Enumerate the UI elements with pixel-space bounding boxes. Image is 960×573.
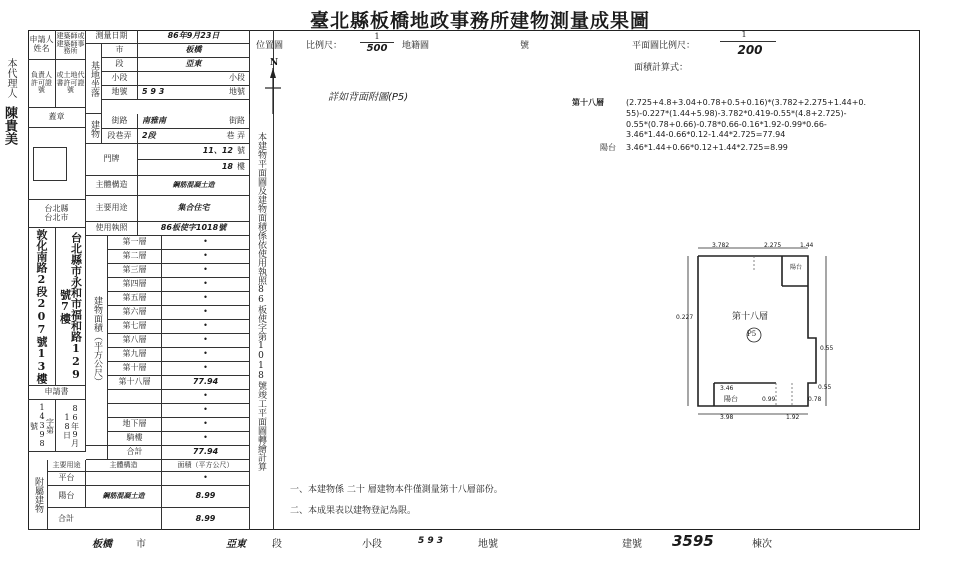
balcony-calc-label: 陽台	[600, 143, 616, 152]
area-label-cell	[86, 236, 108, 446]
total-value: 77.94	[162, 446, 250, 460]
dim-label: 0.78	[808, 396, 822, 403]
footer-city-label: 市	[136, 539, 146, 550]
location-map-label: 位置圖	[256, 41, 284, 51]
number-label: 號	[520, 41, 530, 51]
footer-sequence-label: 棟次	[752, 539, 772, 550]
floor-area-value: •	[162, 404, 250, 418]
formula-line: 55)-0.227*(1.44+5.98)-3.782*0.419-0.55*(4.8+2.725)-	[626, 108, 847, 118]
floor-area-value: •	[162, 334, 250, 348]
formula-line: (2.725+4.8+3.04+0.78+0.5+0.16)*(3.782+2.275+1.44+0.	[626, 98, 867, 107]
floor-value: 18	[221, 162, 233, 172]
floor-name: 第一層	[108, 236, 162, 250]
seal-area	[28, 128, 86, 200]
formula-line: 0.55*(0.78+0.66)-0.78*0.66-0.16*1.92-0.99*0.66-	[626, 119, 827, 129]
floor-name	[108, 404, 162, 418]
note-line: 一、本建物係 二十 層建物本件僅測量第十八層部份。	[290, 485, 503, 495]
floor-suffix: 樓	[237, 162, 245, 172]
street-cell	[138, 114, 250, 129]
footer-subsection-label: 小段	[362, 539, 382, 550]
floor-name: 第二層	[108, 250, 162, 264]
license-value: 86板使字1018號	[138, 222, 250, 236]
floor-name	[108, 390, 162, 404]
floor-area-value: •	[162, 362, 250, 376]
area-label: 建物面積（平方公尺）	[92, 295, 102, 386]
door-label: 門牌	[86, 144, 138, 176]
attached-use: 陽台	[48, 486, 86, 508]
building-label: 建物	[89, 119, 99, 138]
building-owner-label: 建築師或建築師事務所	[56, 30, 86, 60]
floor-name: 地下層	[108, 418, 162, 432]
scale-label: 比例尺：	[306, 41, 343, 51]
footer-lot-label: 地號	[478, 539, 498, 550]
footer-section-label: 段	[272, 539, 282, 550]
floor-name: 騎樓	[108, 432, 162, 446]
plan-room-code: P5	[747, 330, 757, 338]
dim-label: 2.275	[764, 242, 782, 249]
lot-value: 5 9 3	[142, 87, 165, 97]
scale-den: 500	[366, 43, 388, 54]
floor18-calc-label: 第十八層	[572, 98, 604, 107]
floor-scale-label: 平面圖比例尺：	[632, 41, 696, 51]
address-column-2	[56, 228, 86, 386]
lot-cell	[138, 86, 250, 100]
subsection-label: 小段	[102, 72, 138, 86]
attached-structure: 鋼筋混凝土造	[86, 486, 162, 508]
dim-label: 0.99	[762, 396, 776, 403]
structure-value: 鋼筋混凝土造	[138, 176, 250, 196]
address-column-1	[28, 228, 56, 386]
dim-label: 3.46	[720, 385, 734, 392]
footer-building-no-label: 建號	[622, 539, 642, 550]
attached-header-structure: 主體構造	[86, 460, 162, 472]
floor-scale-num: 1	[741, 30, 747, 39]
floor-scale-bar	[720, 41, 776, 42]
floor18-formula-block	[626, 98, 866, 141]
floor-name: 第三層	[108, 264, 162, 278]
lane-label: 段巷弄	[102, 129, 138, 144]
street-suffix: 街路	[229, 115, 245, 125]
usage-value: 集合住宅	[138, 196, 250, 222]
applicant-address	[28, 200, 86, 228]
floor-name: 第十八層	[108, 376, 162, 390]
total-spacer	[86, 446, 108, 460]
dim-label: 1.92	[786, 414, 800, 421]
floor-area-value: •	[162, 432, 250, 446]
floor-area-value: •	[162, 250, 250, 264]
floor-name: 第八層	[108, 334, 162, 348]
city-value: 板橋	[138, 44, 250, 58]
attached-header-use: 主要用途	[48, 460, 86, 472]
attached-area: 8.99	[162, 486, 250, 508]
spacer	[86, 100, 102, 114]
attached-structure	[86, 472, 162, 486]
agent-label: 本代理人	[5, 58, 16, 98]
attached-label-cell	[28, 460, 48, 530]
street-label: 街路	[102, 114, 138, 129]
footer-section-value: 亞東	[226, 539, 246, 550]
seal-stamp	[33, 147, 67, 181]
dim-label: 0.227	[676, 314, 694, 321]
section-label: 段	[102, 58, 138, 72]
city-label: 市	[102, 44, 138, 58]
floor-scale-den: 200	[737, 43, 763, 57]
floor-name: 第四層	[108, 278, 162, 292]
floor-area-value: •	[162, 264, 250, 278]
applicant-signature-label: 負責人許可證號	[28, 60, 56, 108]
floor-name: 第五層	[108, 292, 162, 306]
attached-area: •	[162, 472, 250, 486]
address-vertical: 台北縣市永和市福和路129號7樓	[58, 232, 83, 381]
area-calc-label: 面積計算式：	[634, 63, 689, 73]
license-label: 使用執照	[86, 222, 138, 236]
dim-label: 3.98	[720, 414, 734, 421]
dim-label: 0.55	[820, 345, 834, 352]
attached-use: 平台	[48, 472, 86, 486]
structure-label: 主體構造	[86, 176, 138, 196]
floor-area-value: •	[162, 278, 250, 292]
lane-cell	[138, 129, 250, 144]
document-title: 臺北縣板橋地政事務所建物測量成果圖	[309, 10, 650, 32]
detail-note: 詳如背面附圖(P5)	[328, 92, 409, 103]
plan-balcony-label: 陽台	[724, 395, 738, 403]
usage-label: 主要用途	[86, 196, 138, 222]
building-data-table	[28, 30, 250, 530]
plan-small-label: 陽台	[790, 264, 803, 271]
vertical-note: 本建物平面圖及建物面積係依使用執照86板使字第1018號竣工平面圖轉繪計算	[256, 132, 266, 471]
application-number: 字第14398號	[29, 403, 55, 448]
floor-name: 第十層	[108, 362, 162, 376]
dim-label: 1.44	[800, 242, 814, 249]
attached-total-value: 8.99	[162, 508, 250, 530]
survey-date-label: 測量日期	[86, 30, 138, 44]
address-line: 台北市	[44, 212, 69, 222]
floor-cell	[138, 160, 250, 176]
section-value: 亞東	[138, 58, 250, 72]
note-line: 二、本成果表以建物登記為限。	[290, 506, 417, 516]
registration-label: 或土地代書許可證號	[56, 60, 86, 108]
survey-date-value: 86年9月23日	[138, 30, 250, 44]
lot-suffix: 地號	[229, 87, 245, 97]
application-date-cell	[56, 400, 86, 452]
applicant-name-label: 申請人姓名	[28, 30, 56, 60]
attached-label: 附屬建物	[33, 476, 43, 513]
street-value: 南雅南	[142, 115, 166, 125]
door-number: 11、12	[202, 146, 233, 156]
lane-suffix: 巷 弄	[226, 130, 245, 140]
door-suffix: 號	[237, 146, 245, 156]
seal-label: 蓋章	[28, 108, 86, 128]
total-label: 合計	[108, 446, 162, 460]
scale-num: 1	[374, 32, 380, 41]
attached-header-area: 面積（平方公尺）	[162, 460, 250, 472]
application-date: 86年9月18日	[62, 404, 80, 447]
dim-label: 3.782	[712, 242, 730, 249]
north-arrow-icon	[262, 66, 284, 116]
address-vertical-2: 敦化南路2段207號13樓	[35, 229, 48, 384]
floor-area-value: •	[162, 292, 250, 306]
formula-line: 3.46*1.44-0.66*0.12-1.44*2.725=77.94	[626, 130, 786, 140]
floor-area-value: •	[162, 348, 250, 362]
footer-building-no-value: 3595	[672, 532, 714, 550]
footer-city-value: 板橋	[92, 539, 112, 550]
lot-label: 地號	[102, 86, 138, 100]
north-label: N	[270, 58, 279, 68]
floor-area-value: •	[162, 236, 250, 250]
floor-area-value: 77.94	[162, 376, 250, 390]
floor-area-value: •	[162, 306, 250, 320]
floor-name: 第六層	[108, 306, 162, 320]
application-label: 申請書	[28, 386, 86, 400]
floor-area-value: •	[162, 390, 250, 404]
dim-label: 0.55	[818, 384, 832, 391]
location-label: 基地坐落	[89, 60, 99, 97]
lane-value: 2段	[142, 130, 156, 140]
cadastral-map-label: 地籍圖	[402, 41, 430, 51]
building-label-cell	[86, 114, 102, 144]
attached-total-label: 合計	[48, 508, 162, 530]
floor-area-value: •	[162, 418, 250, 432]
application-number-cell	[28, 400, 56, 452]
agent-name: 陳貴美	[2, 106, 17, 145]
address-line: 台北縣	[44, 204, 69, 214]
subsection-suffix: 小段	[138, 72, 250, 86]
balcony-formula: 3.46*1.44+0.66*0.12+1.44*2.725=8.99	[626, 143, 788, 152]
floor-area-value: •	[162, 320, 250, 334]
footer-lot-value: 5 9 3	[418, 536, 444, 546]
plan-room-label: 第十八層	[732, 312, 769, 322]
floor-name: 第九層	[108, 348, 162, 362]
door-number-cell	[138, 144, 250, 160]
floor-name: 第七層	[108, 320, 162, 334]
